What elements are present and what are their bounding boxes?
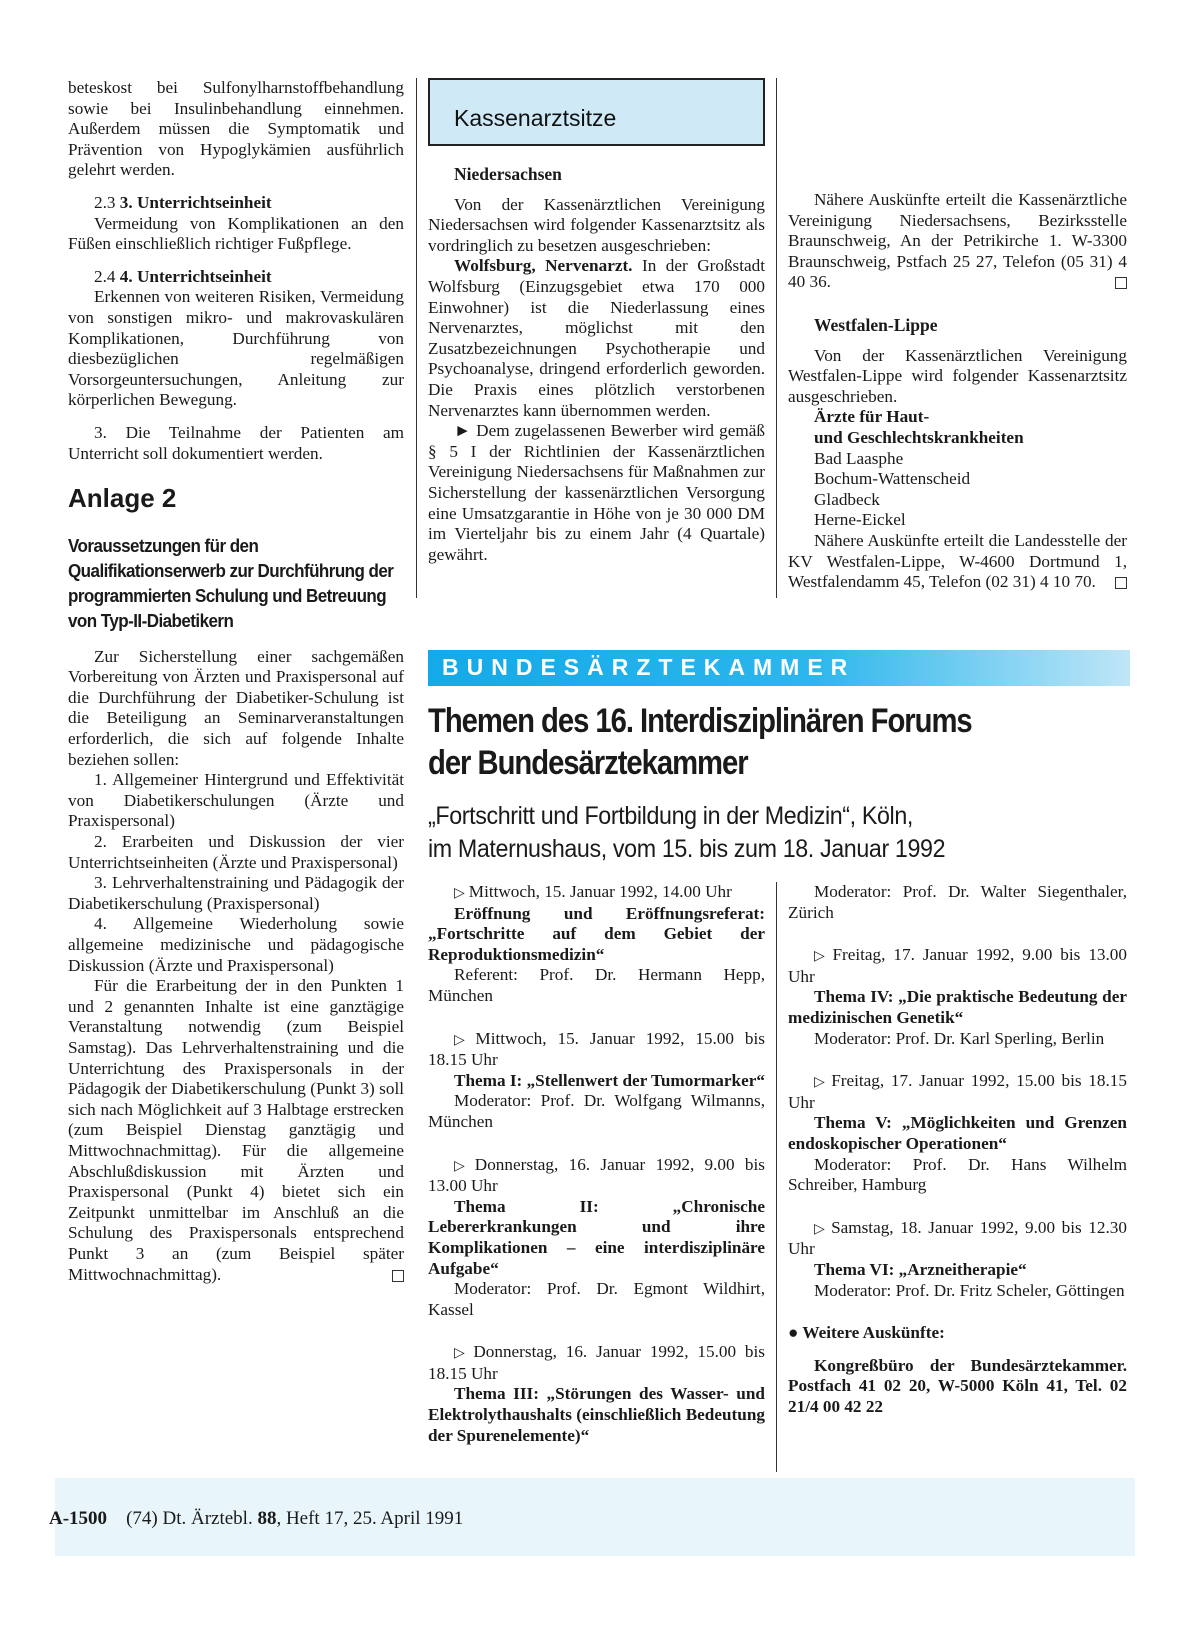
- forum-column-right: [788, 882, 1127, 1417]
- anlage-paragraph-2: [68, 976, 404, 1285]
- event-date: [428, 1029, 765, 1071]
- heading-niedersachsen: Niedersachsen: [454, 164, 562, 184]
- section-title: 3. Unterrichtseinheit: [119, 192, 272, 212]
- wl-paragraph-1: Von der Kassenärztlichen Vereinigung Westfalen-Lippe wird folgender Kassenarztsitz ausgeschrieben.: [788, 345, 1127, 406]
- triangle-icon: ▷: [454, 1031, 472, 1048]
- heading-westfalen-lippe: Westfalen-Lippe: [814, 314, 938, 335]
- date-text: Freitag, 17. Januar 1992, 15.00 bis 18.15 Uhr: [788, 1071, 1127, 1112]
- event-date: [428, 882, 765, 904]
- column-divider: [776, 78, 777, 598]
- more-info-text: Kongreßbüro der Bundesärztekammer. Postfach 41 02 20, W-5000 Köln 41, Tel. 02 21/4 00 42 22: [788, 1355, 1127, 1416]
- anlage-subheading: Voraussetzungen für den Qualifikationserwerb zur Durchführung der programmierten Schulung und Betreuung von Typ-II-Diabetikern: [68, 534, 394, 631]
- banner-text: BUNDESÄRZTEKAMMER: [442, 654, 856, 680]
- nds-text: Dem zugelassenen Bewerber wird gemäß § 5 I der Richtlinien der Kassenärztlichen Vereinigung Niedersachsens für Maßnahmen zur Sicherstellung der kassenärztlichen Versorgung eine Umsatzgarantie in Höhe von je 30 000 DM im Vierteljahr bis zu einem Jahr (4 Quartale) gewährt.: [428, 421, 765, 564]
- title-line: Themen des 16. Interdisziplinären Forums: [428, 702, 972, 740]
- triangle-icon: ▷: [454, 1157, 471, 1174]
- event-person: Moderator: Prof. Dr. Egmont Wildhirt, Kassel: [428, 1279, 765, 1319]
- event-person: Moderator: Prof. Dr. Karl Sperling, Berlin: [814, 1028, 1105, 1048]
- section-2-4-text: Erkennen von weiteren Risiken, Vermeidung von sonstigen mikro- und makrovaskulären Komplikationen, Durchführung von diesbezüglichen regelmäßigen Vorsorgeuntersuchungen, Anleitung zur körperlichen Bewegung.: [68, 287, 404, 410]
- date-text: Freitag, 17. Januar 1992, 9.00 bis 13.00 Uhr: [788, 945, 1127, 986]
- section-title: 4. Unterrichtseinheit: [119, 266, 272, 286]
- event-title: Thema VI: „Arzneitherapie“: [814, 1259, 1027, 1279]
- wl-city: Bochum-Wattenscheid: [814, 469, 971, 489]
- column-left: [68, 78, 404, 1285]
- title-line: der Bundesärztekammer: [428, 744, 748, 782]
- nds-paragraph-4: [788, 190, 1127, 293]
- event-title: Thema IV: „Die praktische Bedeutung der medizinischen Genetik“: [788, 987, 1127, 1027]
- subtitle-line: „Fortschritt und Fortbildung in der Medizin“, Köln,: [428, 802, 913, 830]
- more-info-heading: ● Weitere Auskünfte:: [788, 1323, 945, 1343]
- date-text: Mittwoch, 15. Januar 1992, 15.00 bis 18.15 Uhr: [428, 1028, 765, 1070]
- event-date: [788, 1071, 1127, 1113]
- nds-paragraph-1: Von der Kassenärztlichen Vereinigung Niedersachsen wird folgender Kassenarztsitz als vordringlich zu besetzen ausgeschrieben:: [428, 194, 765, 255]
- text-intro: beteskost bei Sulfonylharnstoffbehandlung sowie bei Insulinbehandlung einnehmen. Außerdem müssen die Symptomatik und Prävention von Hypoglykämien ausführlich gelehrt werden.: [68, 78, 404, 180]
- list-item-1: 1. Allgemeiner Hintergrund und Effektivität von Diabetikerschulungen (Ärzte und Praxispersonal): [68, 770, 404, 831]
- triangle-icon: ▷: [814, 948, 829, 965]
- date-text: Mittwoch, 15. Januar 1992, 14.00 Uhr: [468, 882, 732, 901]
- forum-column-left: [428, 882, 765, 1446]
- event-title: Thema V: „Möglichkeiten und Grenzen endoskopischer Operationen“: [788, 1113, 1127, 1153]
- event-date: [428, 1155, 765, 1197]
- triangle-icon: ▷: [814, 1220, 828, 1237]
- section-number: 2.4: [94, 266, 116, 286]
- nds-text: Nähere Auskünfte erteilt die Kassenärztliche Vereinigung Niedersachsens, Bezirksstelle Braunschweig, An der Petrikirche 1. W-3300 Braunschweig, Pstfach 25 27, Telefon (05 31) 4 40 36.: [788, 190, 1127, 292]
- section-3-text: 3. Die Teilnahme der Patienten am Unterricht soll dokumentiert werden.: [68, 422, 404, 463]
- event-title: Thema III: „Störungen des Wasser- und Elektrolythaushalts (einschließlich Bedeutung der Spurenelemente)“: [428, 1384, 765, 1445]
- list-item-3: 3. Lehrverhaltenstraining und Pädagogik der Diabetikerschulung (Praxispersonal): [68, 873, 404, 913]
- subtitle-line: im Maternushaus, vom 15. bis zum 18. Januar 1992: [428, 835, 946, 863]
- event-title: Thema I: „Stellenwert der Tumormarker“: [454, 1070, 765, 1090]
- wl-city: Bad Laasphe: [814, 448, 904, 468]
- end-mark-icon: [392, 1270, 404, 1282]
- wl-paragraph-2: [788, 531, 1127, 593]
- event-person: Moderator: Prof. Dr. Fritz Scheler, Göttingen: [814, 1280, 1125, 1300]
- event-title: Thema II: „Chronische Lebererkrankungen und ihre Komplikationen – eine interdisziplinäre Aufgabe“: [428, 1196, 765, 1278]
- event-date: [788, 1218, 1127, 1260]
- event-person: Moderator: Prof. Dr. Walter Siegenthaler, Zürich: [788, 882, 1127, 922]
- nds-paragraph-2: [428, 256, 765, 421]
- wl-city: Herne-Eickel: [814, 510, 906, 530]
- column-middle: [428, 78, 765, 565]
- event-date: [788, 945, 1127, 987]
- section-2-3-header: [68, 193, 404, 214]
- event-date: [428, 1342, 765, 1384]
- page-number: A-1500: [49, 1508, 108, 1529]
- list-item-4: 4. Allgemeine Wiederholung sowie allgemeine medizinische und pädagogische Diskussion (Ärzte und Praxispersonal): [68, 914, 404, 975]
- end-mark-icon: [1115, 277, 1127, 289]
- wl-bold-2: und Geschlechtskrankheiten: [814, 427, 1024, 447]
- journal-volume: 88: [257, 1508, 277, 1529]
- date-text: Samstag, 18. Januar 1992, 9.00 bis 12.30 Uhr: [788, 1217, 1127, 1259]
- nds-bold: Wolfsburg, Nervenarzt.: [454, 256, 633, 276]
- triangle-icon: ▷: [454, 1345, 470, 1362]
- section-2-4-header: [68, 267, 404, 288]
- section-number: 2.3: [94, 192, 116, 212]
- anlage-paragraph-1: Zur Sicherstellung einer sachgemäßen Vorbereitung von Ärzten und Praxispersonal auf die Durchführung der Diabetiker-Schulung ist die Beteiligung an Seminarveranstaltungen erforderlich, die sich auf folgende Inhalte beziehen sollen:: [68, 646, 404, 769]
- column-divider: [776, 882, 777, 1472]
- page-footer: [49, 1508, 463, 1530]
- article-title: [428, 700, 1039, 784]
- list-item-2: 2. Erarbeiten und Diskussion der vier Unterrichtseinheiten (Ärzte und Praxispersonal): [68, 832, 404, 872]
- date-text: Donnerstag, 16. Januar 1992, 15.00 bis 18.15 Uhr: [428, 1342, 765, 1383]
- event-person: Moderator: Prof. Dr. Hans Wilhelm Schreiber, Hamburg: [788, 1154, 1127, 1195]
- nds-paragraph-3: [428, 421, 765, 565]
- anlage-heading: Anlage 2: [68, 483, 177, 514]
- wl-text: Nähere Auskünfte erteilt die Landesstelle der KV Westfalen-Lippe, W-4600 Dortmund 1, Westfalendamm 45, Telefon (02 31) 4 10 70.: [788, 530, 1127, 592]
- paragraph-text: Für die Erarbeitung der in den Punkten 1 und 2 genannten Inhalte ist eine ganztägige Veranstaltung notwendig (zum Beispiel Samstag). Das Lehrverhaltenstraining und die Unterrichtung des Praxispersonals in der Pädagogik der Diabetikerschulung (Punkt 3) soll sich nach Möglichkeit auf 3 Halbtage erstrecken (zum Beispiel Dienstag ganztägig und Mittwochnachmittag). Für die allgemeine Abschlußdiskussion mit Ärzten und Praxispersonal (Punkt 4) bietet sich ein Zeitpunkt unmittelbar im Anschluß an die Schulung des Praxispersonals entsprechend Punkt 3 an (zum Beispiel später Mittwochnachmittag).: [68, 976, 404, 1284]
- article-subtitle: [428, 800, 1088, 866]
- arrow-icon: ►: [454, 421, 472, 441]
- date-text: Donnerstag, 16. Januar 1992, 9.00 bis 13.00 Uhr: [428, 1154, 765, 1196]
- section-2-3-text: Vermeidung von Komplikationen an den Füßen einschließlich richtiger Fußpflege.: [68, 213, 404, 254]
- end-mark-icon: [1115, 577, 1127, 589]
- event-person: Referent: Prof. Dr. Hermann Hepp, München: [428, 965, 765, 1005]
- event-title: Eröffnung und Eröffnungsreferat: „Fortschritte auf dem Gebiet der Reproduktionsmedizin“: [428, 903, 765, 964]
- bundesaerztekammer-banner: [428, 650, 1130, 686]
- journal-ref: (74) Dt. Ärztebl.: [126, 1508, 253, 1529]
- kassenarztsitze-box: [428, 78, 765, 146]
- nds-text: In der Großstadt Wolfsburg (Einzugsgebiet etwa 170 000 Einwohner) ist die Niederlassung eines Nervenarztes, möglichst mit den Zusatzbezeichnungen Psychotherapie und Psychoanalyse, dringend erforderlich geworden. Die Praxis eines plötzlich verstorbenen Nervenarztes kann übernommen werden.: [428, 256, 765, 420]
- triangle-icon: ▷: [454, 885, 465, 901]
- column-divider: [416, 78, 417, 598]
- wl-city: Gladbeck: [814, 489, 880, 509]
- triangle-icon: ▷: [814, 1074, 828, 1091]
- event-person: Moderator: Prof. Dr. Wolfgang Wilmanns, München: [428, 1091, 765, 1131]
- column-right: [788, 190, 1127, 593]
- journal-issue: , Heft 17, 25. April 1991: [276, 1508, 464, 1529]
- wl-bold-1: Ärzte für Haut-: [814, 407, 930, 427]
- box-title: Kassenarztsitze: [454, 105, 617, 131]
